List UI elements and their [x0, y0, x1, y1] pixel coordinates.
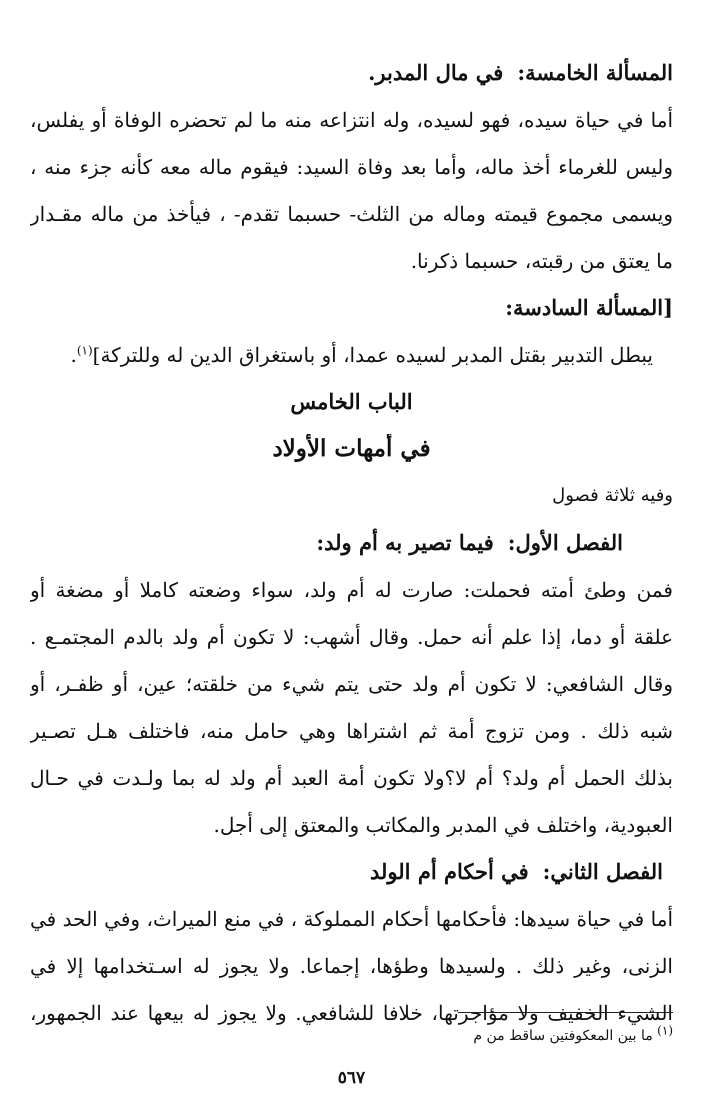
body-line: شبه ذلك . ومن تزوج أمة ثم اشتراها وهي حامل منه، فاختلف هـل تصـير	[30, 719, 673, 743]
body-line: ما يعتق من رقبته، حسبما ذكرنا.	[410, 249, 673, 273]
body-line: علقة أو دما، إذا علم أنه حمل. وقال أشهب: لا تكون أم ولد بالدم المجتمـع .	[30, 625, 673, 649]
body-line: الزنى، وغير ذلك . ولسيدها وطؤها، إجماعا. ولا يجوز له اسـتخدامها إلا في	[30, 954, 673, 978]
section-heading-title: في مال المدبر.	[368, 60, 504, 85]
section-heading-first-chapter	[30, 528, 673, 558]
body-text: يبطل التدبير بقتل المدبر لسيده عمدا، أو باستغراق الدين له وللتركة]	[92, 343, 653, 367]
sentence-end: .	[70, 343, 77, 367]
body-line: أما في حياة سيده، فهو لسيده، وله انتزاعه منه ما لم تحضره الوفاة أو يفلس،	[30, 108, 673, 132]
footnote-number: (١)	[657, 1023, 673, 1038]
body-line: الشيء الخفيف ولا مؤاجرتها، خلافا للشافعي. ولا يجوز له بيعها عند الجمهور،	[30, 1001, 673, 1025]
section-heading-label: الفصل الثاني:	[542, 859, 663, 884]
section-heading-sixth-issue: [المسألة السادسة:	[505, 295, 673, 320]
body-line: أما في حياة سيدها: فأحكامها أحكام المملوكة ، في منع الميراث، وفي الحد في	[30, 907, 673, 931]
section-heading-title: في أحكام أم الولد	[370, 859, 529, 884]
footnote-divider	[458, 1012, 673, 1013]
body-line: العبودية، واختلف في المدبر والمكاتب والمعتق إلى أجل.	[213, 813, 673, 837]
footnote	[473, 1023, 673, 1046]
body-line: وليس للغرماء أخذ ماله، وأما بعد وفاة السيد: فيقوم ماله معه كأنه جزء منه ،	[30, 155, 673, 179]
section-heading-title: فيما تصير به أم ولد:	[316, 530, 494, 555]
section-heading-label: الفصل الأول:	[507, 530, 623, 555]
body-line: بذلك الحمل أم ولد؟ أم لا؟ولا تكون أمة العبد أم ولد له بما ولـدت في حـال	[30, 766, 673, 790]
chapter-title: الباب الخامس	[290, 389, 413, 414]
chapter-subtitle: في أمهات الأولاد	[272, 435, 431, 462]
section-heading-label: المسألة الخامسة:	[517, 60, 673, 85]
body-line: فمن وطئ أمته فحملت: صارت له أم ولد، سواء وضعته كاملا أو مضغة أو	[30, 578, 673, 602]
body-line: وفيه ثلاثة فصول	[552, 485, 673, 506]
page-number: ٥٦٧	[337, 1068, 366, 1088]
body-line: وقال الشافعي: لا تكون أم ولد حتى يتم شيء من خلقته؛ عين، أو ظفـر، أو	[30, 672, 673, 696]
section-heading-second-chapter	[30, 857, 673, 887]
body-line: ويسمى مجموع قيمته وماله من الثلث- حسبما تقدم- ، فيأخذ من ماله مقـدار	[30, 202, 673, 226]
footnote-text: ما بين المعكوفتين ساقط من م	[473, 1028, 653, 1044]
section-heading-fifth-issue	[30, 58, 673, 88]
footnote-marker: (١)	[76, 343, 93, 358]
body-line-with-footnote	[30, 340, 673, 370]
